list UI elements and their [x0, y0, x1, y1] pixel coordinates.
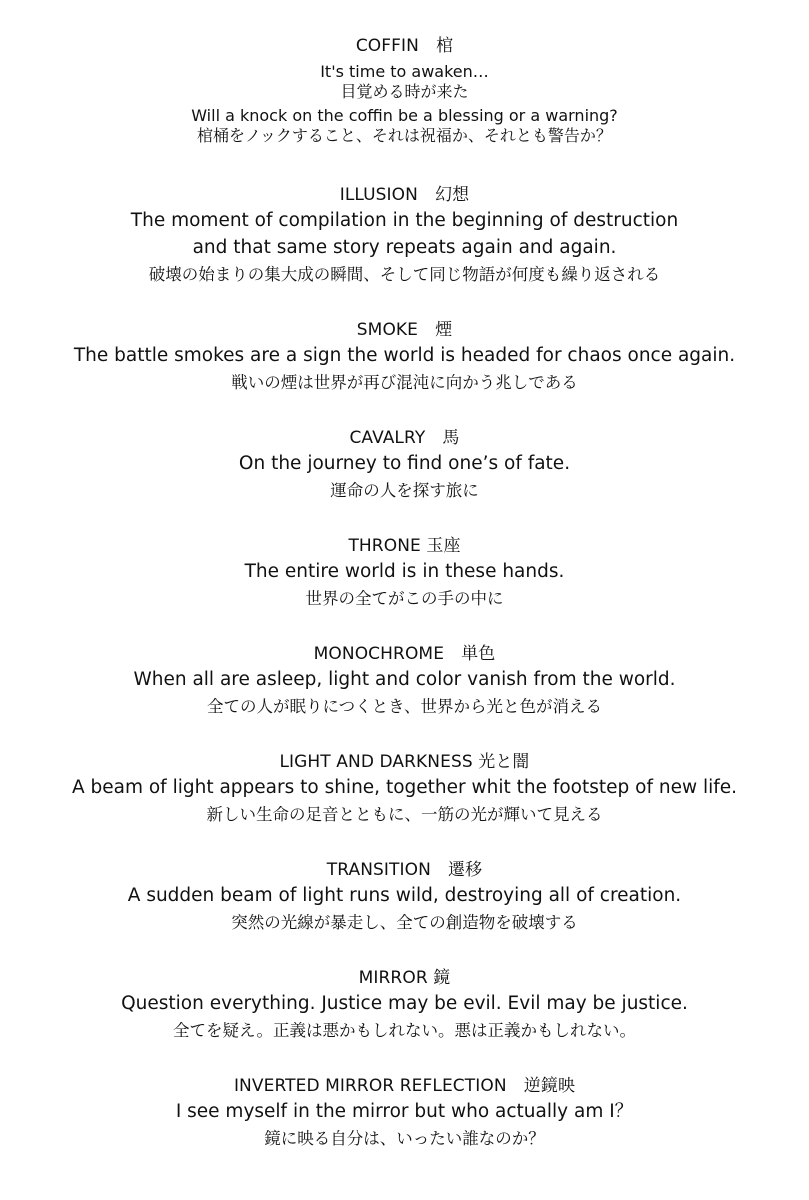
- japanese-line: 棺桶をノックすること、それは祝福か、それとも警告か？: [197, 126, 612, 145]
- japanese-line: 戦いの煙は世界が再び混沌に向かう兆しである: [231, 373, 578, 392]
- section-throne: [0, 534, 809, 612]
- section-smoke: [0, 318, 809, 396]
- japanese-line: 世界の全てがこの手の中に: [305, 589, 504, 608]
- english-line: When all are asleep, light and color vanish from the world.: [133, 669, 676, 690]
- section-mirror: [0, 966, 809, 1044]
- english-line: and that same story repeats again and again.: [192, 237, 617, 258]
- japanese-line: 突然の光線が暴走し、全ての創造物を破壊する: [231, 913, 578, 932]
- japanese-line: 全ての人が眠りにつくとき、世界から光と色が消える: [206, 697, 602, 716]
- section-title: LIGHT AND DARKNESS 光と闇: [279, 752, 530, 772]
- english-line: A sudden beam of light runs wild, destroying all of creation.: [127, 885, 682, 906]
- japanese-line: 破壊の始まりの集大成の瞬間、そして同じ物語が何度も繰り返される: [148, 265, 661, 284]
- japanese-line: 鏡に映る自分は、いったい誰なのか？: [264, 1129, 545, 1148]
- english-line: The moment of compilation in the beginning of destruction: [130, 210, 679, 231]
- section-coffin: [0, 34, 809, 146]
- english-line: On the journey to find one’s of fate.: [238, 453, 571, 474]
- english-line: I see myself in the mirror but who actually am I？: [175, 1101, 634, 1122]
- section-title: INVERTED MIRROR REFLECTION 逆鏡映: [233, 1076, 576, 1096]
- english-line: A beam of light appears to shine, together whit the footstep of new life.: [71, 777, 738, 798]
- section-light-and-darkness: [0, 750, 809, 828]
- section-cavalry: [0, 426, 809, 504]
- section-title: SMOKE 煙: [356, 320, 453, 340]
- section-title: MONOCHROME 単色: [313, 644, 496, 664]
- english-line: The entire world is in these hands.: [244, 561, 565, 582]
- section-title: THRONE 玉座: [348, 536, 461, 556]
- section-title: ILLUSION 幻想: [339, 185, 470, 205]
- section-monochrome: [0, 642, 809, 720]
- english-line: Will a knock on the coffin be a blessing or a warning?: [191, 106, 618, 125]
- section-inverted-mirror-reflection: [0, 1074, 809, 1152]
- english-line: It's time to awaken…: [320, 62, 489, 81]
- section-title: COFFIN 棺: [355, 36, 454, 56]
- section-illusion: [0, 183, 809, 288]
- japanese-line: 目覚める時が来た: [340, 82, 469, 101]
- english-line: The battle smokes are a sign the world is headed for chaos once again.: [73, 345, 736, 366]
- japanese-line: 新しい生命の足音とともに、一筋の光が輝いて見える: [206, 805, 603, 824]
- japanese-line: 運命の人を探す旅に: [330, 481, 479, 500]
- section-title: MIRROR 鏡: [358, 968, 451, 988]
- section-title: TRANSITION 遷移: [326, 860, 483, 880]
- section-title: CAVALRY 馬: [349, 428, 460, 448]
- section-transition: [0, 858, 809, 936]
- english-line: Question everything. Justice may be evil. Evil may be justice.: [121, 993, 688, 1014]
- japanese-line: 全てを疑え。正義は悪かもしれない。悪は正義かもしれない。: [173, 1021, 636, 1040]
